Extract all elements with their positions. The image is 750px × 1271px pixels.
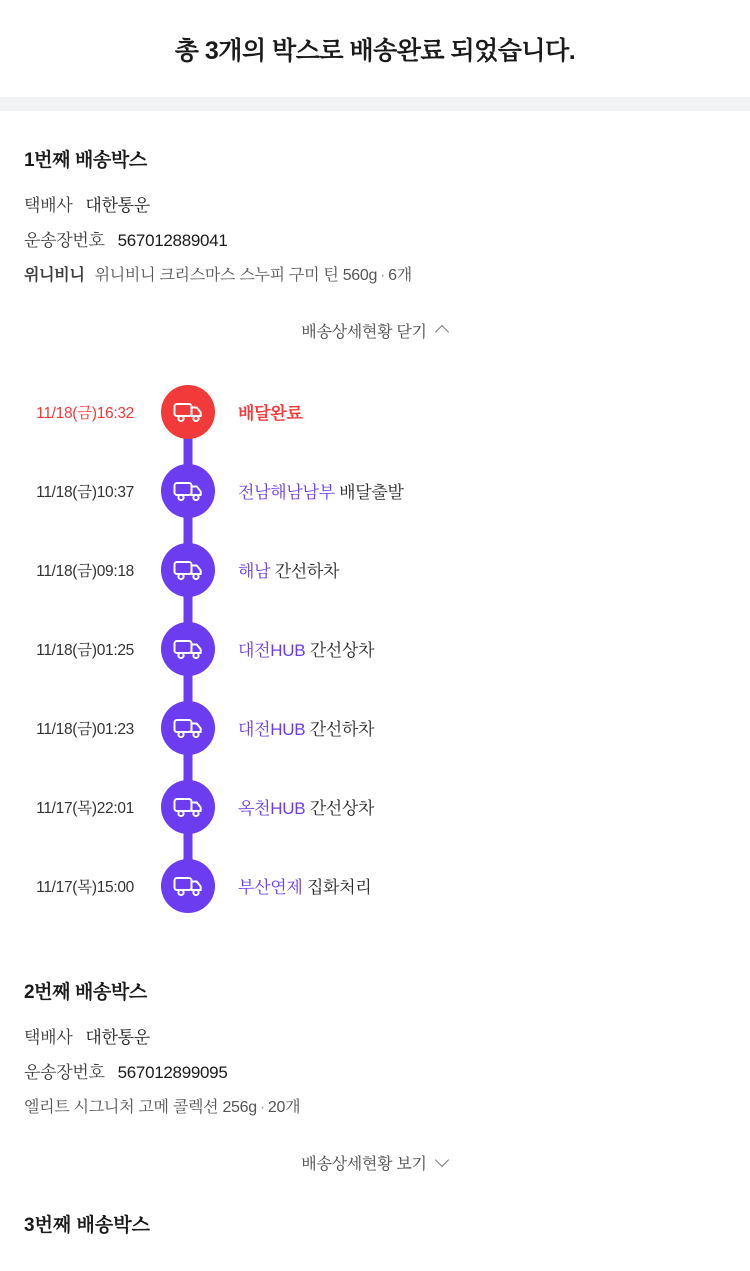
timeline-node [161, 385, 215, 439]
timeline-row [0, 451, 750, 530]
carrier-value: 대한통운 [85, 1028, 150, 1047]
delivery-box-2 [0, 943, 750, 1117]
delivery-box-3-title: 3번째 배송박스 [24, 1215, 150, 1236]
delivery-box-1 [0, 111, 750, 285]
timeline-action: 집화처리 [306, 878, 372, 897]
timeline-text [226, 636, 374, 661]
timeline-row [0, 530, 750, 609]
timeline-node [161, 464, 215, 518]
page-header [0, 0, 750, 97]
timeline-text [226, 873, 371, 898]
truck-icon [173, 559, 203, 581]
timeline-text [226, 794, 374, 819]
timeline-connector [150, 543, 226, 597]
timeline-connector [150, 780, 226, 834]
item-separator: · [259, 1099, 265, 1116]
timeline-connector [150, 701, 226, 755]
timeline-place: 해남 [238, 562, 271, 581]
spacer [0, 1194, 750, 1210]
truck-icon [173, 480, 203, 502]
timeline-time: 11/18(금)01:25 [36, 641, 134, 659]
timeline-place: 대전HUB [238, 720, 306, 739]
timeline-place: 대전HUB [238, 641, 306, 660]
box-title: 2번째 배송박스 [24, 982, 147, 1003]
item-row [24, 1088, 726, 1117]
timeline-row [0, 372, 750, 451]
truck-icon [173, 796, 203, 818]
delivery-timeline-box-1 [0, 362, 750, 943]
item-qty: 20개 [267, 1099, 301, 1116]
item-name: 위니비니 크리스마스 스누피 구미 틴 560g [94, 267, 378, 284]
item-row [24, 256, 726, 285]
timeline-connector [150, 859, 226, 913]
tracking-row [24, 221, 726, 256]
truck-icon [173, 638, 203, 660]
item-brand: 위니비니 [24, 267, 85, 284]
timeline-time: 11/17(목)15:00 [36, 878, 134, 896]
timeline-node [161, 543, 215, 597]
timeline-text [226, 399, 303, 424]
tracking-row [24, 1053, 726, 1088]
timeline-text [226, 715, 374, 740]
truck-icon [173, 401, 203, 423]
timeline-place: 배달완료 [238, 404, 303, 423]
timeline-action: 간선하차 [274, 562, 340, 581]
tracking-value[interactable]: 567012889041 [117, 231, 228, 250]
tracking-value[interactable]: 567012899095 [117, 1063, 228, 1082]
timeline-action: 간선상차 [309, 641, 375, 660]
page-title: 총 3개의 박스로 배송완료 되었습니다. [174, 36, 576, 65]
timeline-action: 간선상차 [309, 799, 375, 818]
timeline-node [161, 701, 215, 755]
timeline-node [161, 859, 215, 913]
timeline-row [0, 846, 750, 925]
item-name: 엘리트 시그니처 고메 콜렉션 256g [24, 1099, 257, 1116]
timeline-action: 간선하차 [309, 720, 375, 739]
timeline-action: 배달출발 [339, 483, 404, 502]
toggle-detail-box-1[interactable] [0, 285, 750, 362]
timeline-text [226, 478, 404, 503]
carrier-value: 대한통운 [85, 196, 150, 215]
timeline-row [0, 767, 750, 846]
carrier-row [24, 186, 726, 221]
timeline-place: 옥천HUB [238, 799, 306, 818]
timeline-connector [150, 385, 226, 439]
timeline-node [161, 780, 215, 834]
timeline-time: 11/18(금)16:32 [36, 404, 134, 422]
timeline-row [0, 609, 750, 688]
toggle-label: 배송상세현황 닫기 [301, 324, 427, 341]
chevron-up-icon [436, 324, 449, 337]
toggle-label: 배송상세현황 보기 [301, 1156, 427, 1173]
timeline-node [161, 622, 215, 676]
timeline-place: 부산연제 [238, 878, 303, 897]
tracking-label: 운송장번호 [24, 231, 105, 250]
carrier-label: 택배사 [24, 1028, 73, 1047]
timeline-time: 11/17(목)22:01 [36, 799, 134, 817]
timeline-time: 11/18(금)10:37 [36, 483, 134, 501]
carrier-row [24, 1018, 726, 1053]
timeline-connector [150, 622, 226, 676]
timeline-text [226, 557, 339, 582]
section-divider [0, 97, 750, 111]
timeline-time: 11/18(금)09:18 [36, 562, 134, 580]
timeline-connector [150, 464, 226, 518]
timeline-place: 전남해남남부 [238, 483, 335, 502]
tracking-label: 운송장번호 [24, 1063, 105, 1082]
toggle-detail-box-2[interactable] [0, 1117, 750, 1194]
chevron-down-icon [436, 1156, 449, 1169]
timeline-row [0, 688, 750, 767]
truck-icon [173, 875, 203, 897]
item-separator: · [380, 267, 386, 284]
box-title: 1번째 배송박스 [24, 150, 147, 171]
carrier-label: 택배사 [24, 196, 73, 215]
item-qty: 6개 [388, 267, 412, 284]
timeline-time: 11/18(금)01:23 [36, 720, 134, 738]
truck-icon [173, 717, 203, 739]
